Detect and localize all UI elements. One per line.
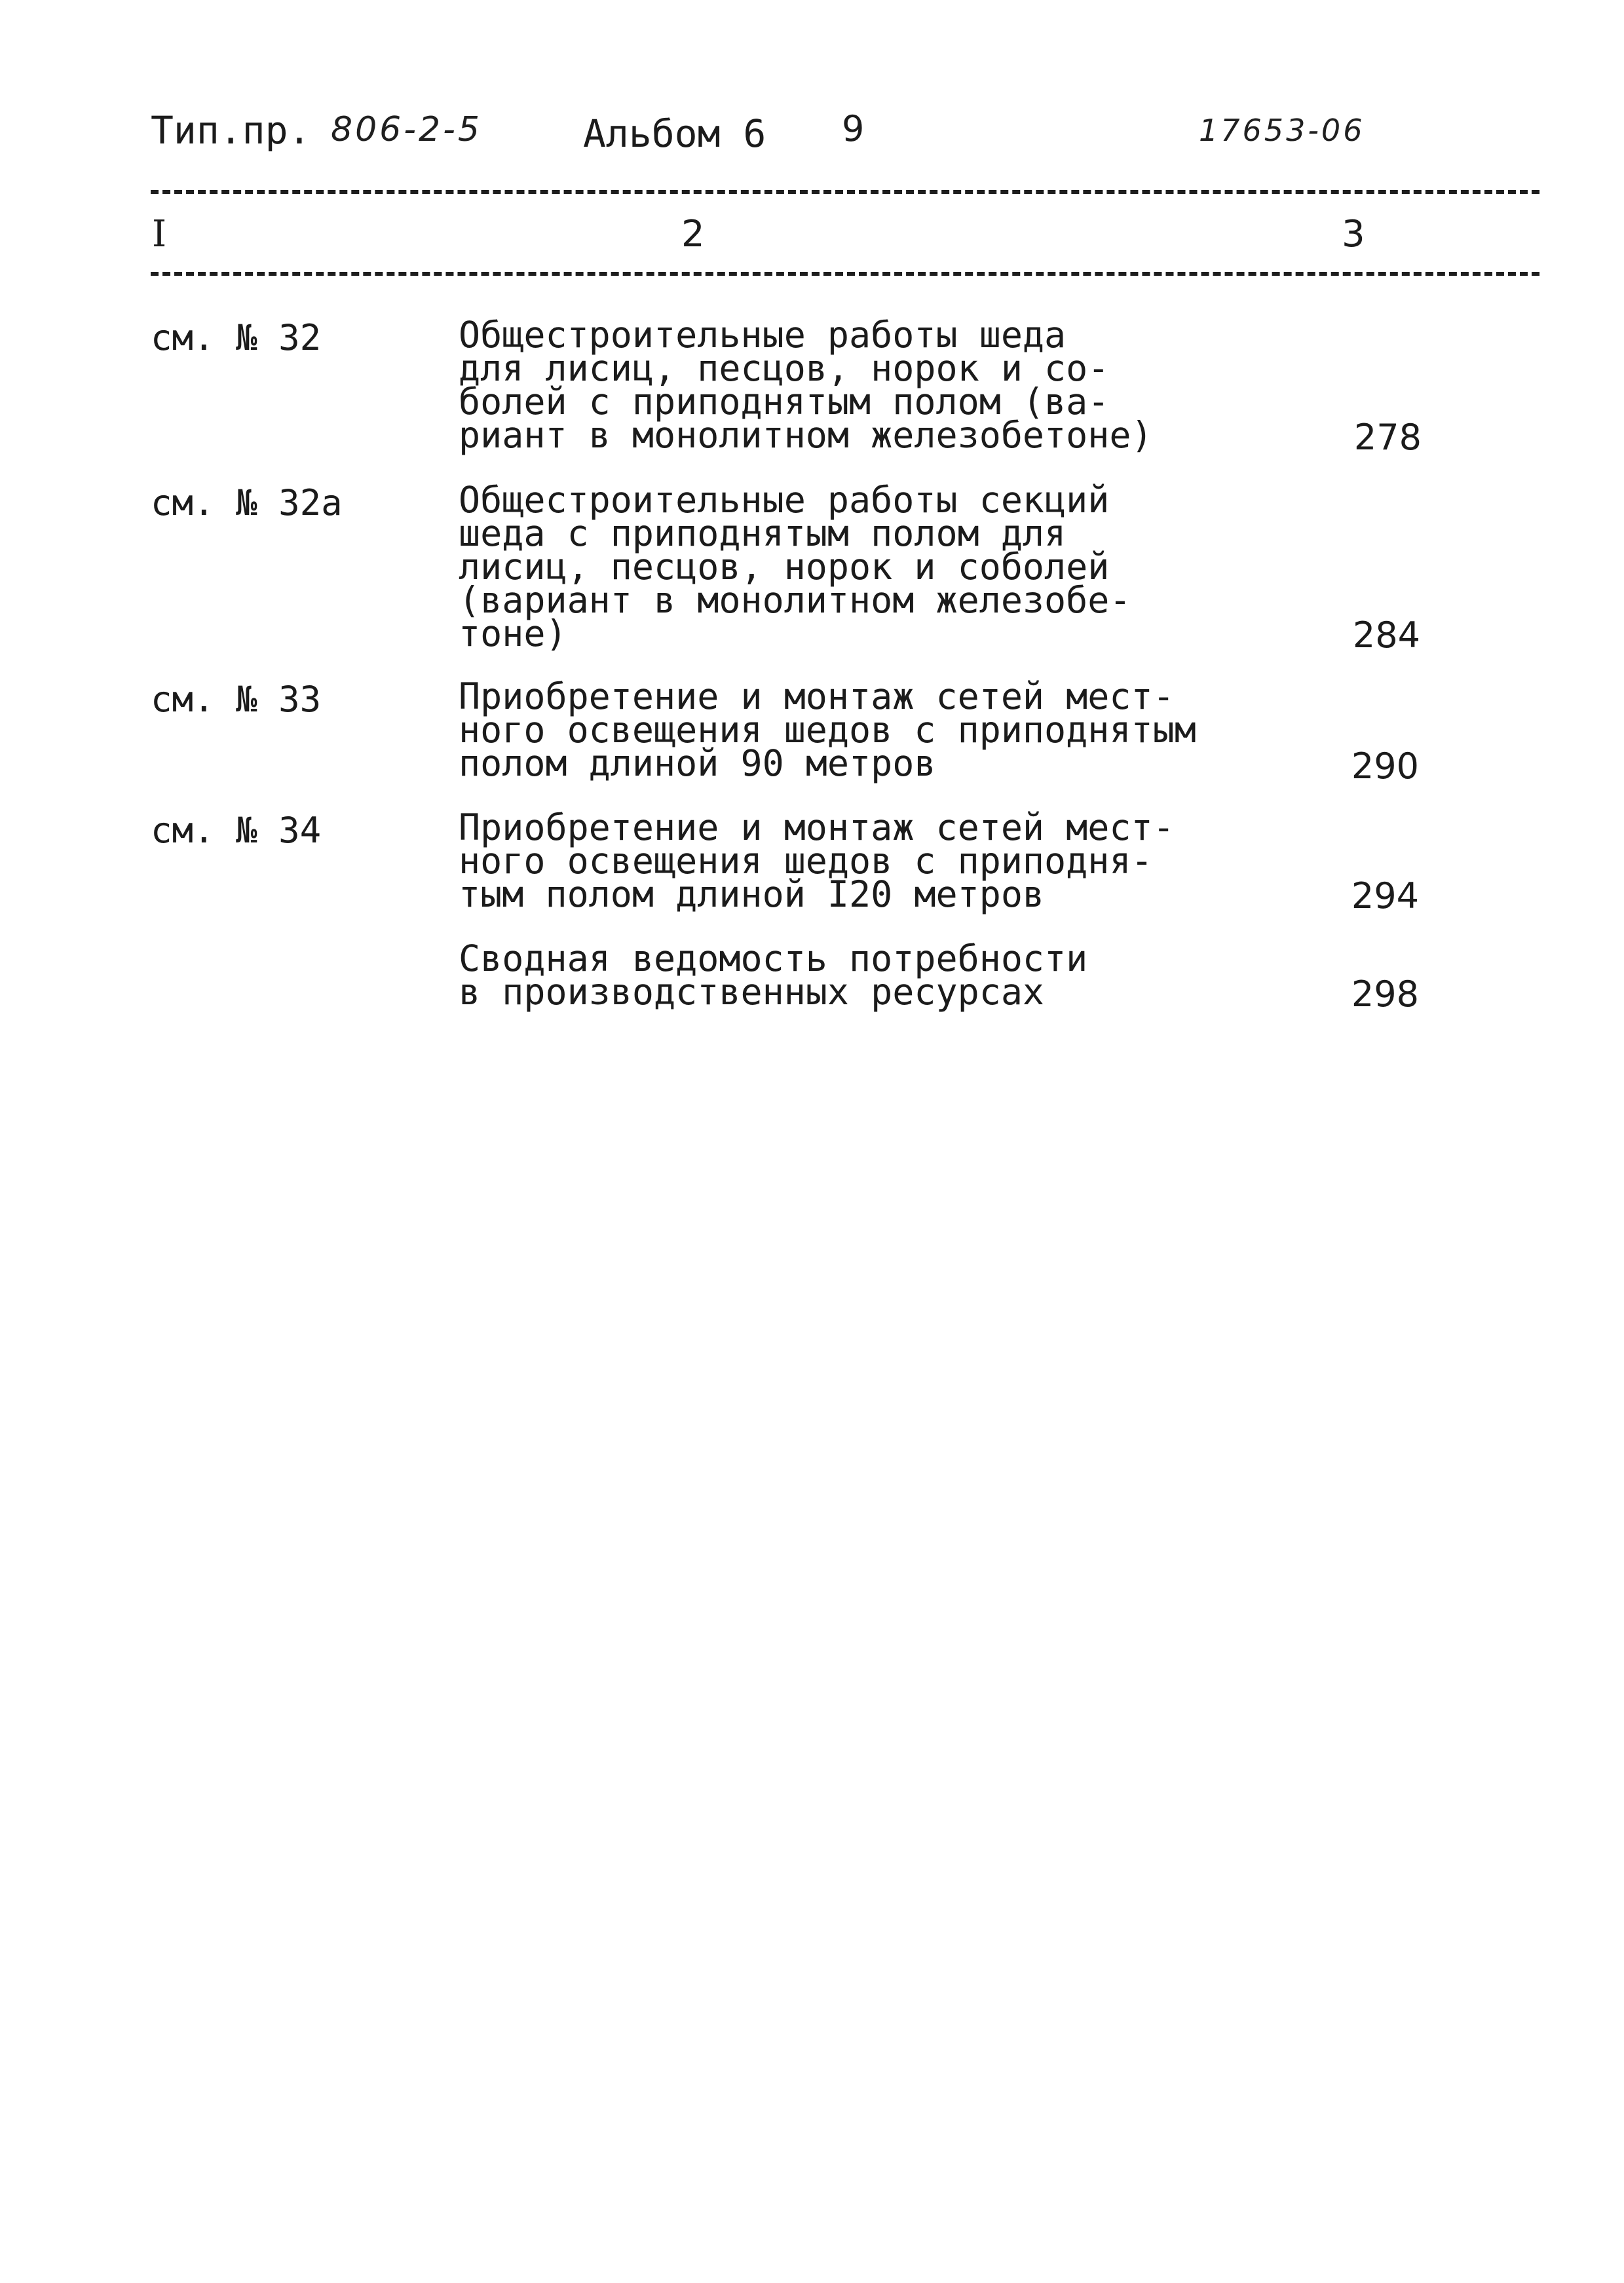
description-line: Приобретение и монтаж сетей мест- — [459, 675, 1175, 717]
row-description — [459, 937, 1350, 1013]
row-reference: см. № 34 — [151, 810, 322, 851]
description-line: лисиц, песцов, норок и соболей — [459, 546, 1110, 588]
album-label: Альбом 6 — [583, 111, 766, 156]
dashed-rule-top — [151, 190, 1539, 194]
description-line: в производственных ресурсах — [459, 971, 1045, 1013]
description-line: тым полом длиной I20 метров — [459, 873, 1045, 915]
description-line: болей с приподнятым полом (ва- — [459, 381, 1110, 423]
description-line: риант в монолитном железобетоне) — [459, 414, 1153, 456]
row-description — [459, 806, 1350, 915]
description-line: Сводная ведомость потребности — [459, 937, 1088, 979]
description-line: Приобретение и монтаж сетей мест- — [459, 806, 1175, 848]
description-line: шеда с приподнятым полом для — [459, 512, 1067, 554]
row-page-number: 284 — [1352, 614, 1420, 656]
description-line: (вариант в монолитном железобе- — [459, 579, 1131, 621]
row-description — [459, 675, 1350, 784]
column-heading-3: 3 — [1342, 213, 1365, 255]
page-number: 9 — [842, 108, 865, 149]
row-reference: см. № 32а — [151, 482, 343, 523]
row-page-number: 294 — [1351, 875, 1419, 916]
row-reference: см. № 32 — [151, 317, 322, 358]
document-code: 17653-06 — [1199, 113, 1365, 148]
doc-type-prefix: Тип.пр. — [151, 108, 311, 153]
description-line: ного освещения шедов с приподнятым — [459, 709, 1196, 751]
description-line: ного освещения шедов с приподня- — [459, 840, 1153, 882]
row-reference: см. № 33 — [151, 679, 322, 720]
row-page-number: 298 — [1351, 973, 1419, 1015]
row-description — [459, 314, 1350, 456]
row-page-number: 278 — [1353, 417, 1422, 458]
dashed-rule-under-headings — [151, 272, 1539, 276]
column-heading-2: 2 — [681, 213, 705, 255]
column-heading-1: I — [152, 213, 167, 255]
description-line: полом длиной 90 метров — [459, 742, 936, 784]
project-number: 806-2-5 — [331, 110, 482, 149]
row-page-number: 290 — [1351, 745, 1419, 787]
description-line: Общестроительные работы шеда — [459, 314, 1067, 356]
description-line: тоне) — [459, 613, 567, 654]
row-description — [459, 479, 1350, 654]
description-line: для лисиц, песцов, норок и со- — [459, 347, 1110, 389]
description-line: Общестроительные работы секций — [459, 479, 1110, 521]
